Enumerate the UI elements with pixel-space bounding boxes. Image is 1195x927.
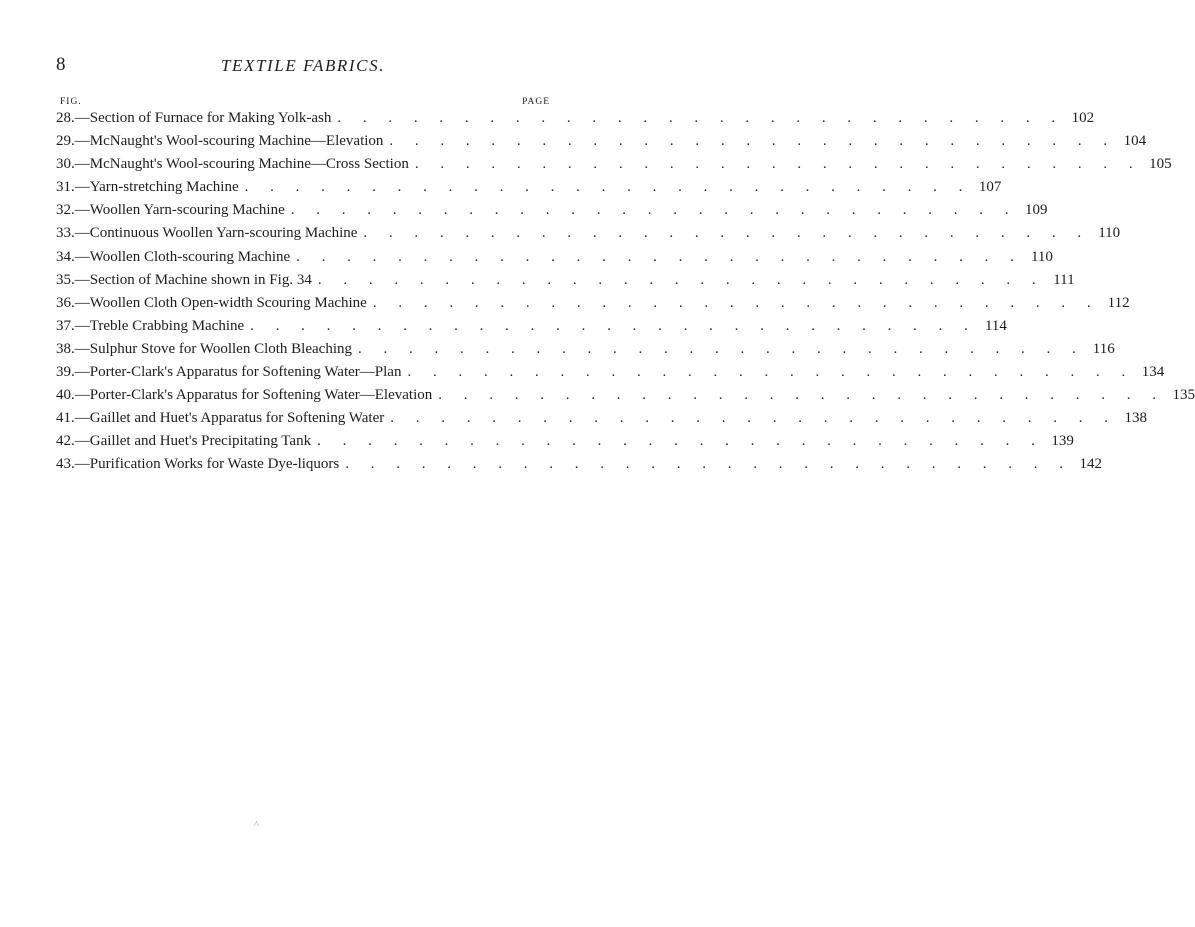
figure-separator: .— — [71, 248, 90, 265]
page-reference: 114 — [984, 317, 1007, 334]
page-reference: 110 — [1030, 248, 1053, 265]
list-item — [56, 246, 1053, 269]
figure-title: Porter-Clark's Apparatus for Softening Water—Elevation — [89, 387, 433, 404]
figure-number: 34 — [56, 248, 71, 265]
figure-number: 33 — [56, 225, 71, 242]
list-item — [56, 130, 1147, 153]
list-item — [56, 107, 1095, 130]
figure-number: 40 — [56, 387, 71, 404]
figure-title: Treble Crabbing Machine — [89, 317, 245, 334]
dot-leader: . . . . . . . . . . . . . . . . . . . . . . . . . . . . . — [363, 225, 1091, 242]
figure-separator: .— — [71, 110, 90, 126]
figure-separator: .— — [71, 364, 90, 381]
figure-separator: .— — [71, 179, 90, 196]
page-reference: 104 — [1123, 133, 1147, 150]
dot-leader: . . . . . . . . . . . . . . . . . . . . . . . . . . . . . — [407, 364, 1135, 381]
dot-leader: . . . . . . . . . . . . . . . . . . . . . . . . . . . . . — [290, 202, 1018, 219]
figure-separator: .— — [71, 456, 90, 473]
figure-number: 36 — [56, 294, 71, 311]
list-item — [56, 384, 1195, 407]
figure-title: Section of Furnace for Making Yolk-ash — [89, 110, 332, 126]
list-of-illustrations — [56, 107, 1195, 477]
list-item — [56, 407, 1147, 430]
list-item — [56, 222, 1121, 245]
page-reference: 142 — [1079, 456, 1102, 473]
list-item — [56, 176, 1002, 199]
page-reference: 110 — [1098, 225, 1121, 242]
dot-leader: . . . . . . . . . . . . . . . . . . . . . . . . . . . . . — [337, 110, 1065, 126]
figure-title: Woollen Cloth-scouring Machine — [89, 248, 291, 265]
list-item — [56, 199, 1048, 222]
page-reference: 135 — [1172, 387, 1195, 404]
page-reference: 111 — [1053, 271, 1075, 288]
figure-separator: .— — [71, 271, 90, 288]
list-item — [56, 269, 1075, 292]
figure-number: 32 — [56, 202, 71, 219]
page-column-heading: PAGE — [522, 97, 550, 107]
list-item — [56, 292, 1130, 315]
dot-leader: . . . . . . . . . . . . . . . . . . . . . . . . . . . . . — [317, 271, 1045, 288]
figure-number: 37 — [56, 317, 71, 334]
dot-leader: . . . . . . . . . . . . . . . . . . . . . . . . . . . . . — [414, 156, 1142, 173]
page-reference: 139 — [1051, 433, 1074, 450]
dot-leader: . . . . . . . . . . . . . . . . . . . . . . . . . . . . . — [389, 133, 1117, 150]
page-reference: 105 — [1149, 156, 1172, 173]
dot-leader: . . . . . . . . . . . . . . . . . . . . . . . . . . . . . — [390, 410, 1117, 427]
figure-separator: .— — [71, 225, 90, 242]
dot-leader: . . . . . . . . . . . . . . . . . . . . . . . . . . . . . — [250, 317, 977, 334]
figure-number: 38 — [56, 340, 71, 357]
dot-leader: . . . . . . . . . . . . . . . . . . . . . . . . . . . . . — [372, 294, 1100, 311]
figure-title: Gaillet and Huet's Apparatus for Softening Water — [89, 410, 385, 427]
page-reference: 112 — [1107, 294, 1130, 311]
figure-number: 42 — [56, 433, 71, 450]
list-item — [56, 453, 1102, 476]
page-reference: 109 — [1025, 202, 1048, 219]
figure-separator: .— — [71, 340, 90, 357]
figure-number: 43 — [56, 456, 71, 473]
figure-separator: .— — [71, 294, 90, 311]
figure-number: 41 — [56, 410, 71, 427]
figure-separator: .— — [71, 410, 90, 427]
fig-column-heading: FIG. — [60, 97, 82, 107]
bottom-mark: ^ — [254, 820, 259, 831]
page-number: 8 — [56, 54, 66, 75]
figure-title: Sulphur Stove for Woollen Cloth Bleaching — [89, 340, 352, 357]
dot-leader: . . . . . . . . . . . . . . . . . . . . . . . . . . . . . — [317, 433, 1044, 450]
figure-title: Continuous Woollen Yarn-scouring Machine — [89, 225, 358, 242]
dot-leader: . . . . . . . . . . . . . . . . . . . . . . . . . . . . . — [438, 387, 1166, 404]
figure-title: Purification Works for Waste Dye-liquors — [89, 456, 340, 473]
figure-title: McNaught's Wool-scouring Machine—Cross Section — [89, 156, 409, 173]
page-reference: 107 — [978, 179, 1002, 196]
figure-title: Woollen Cloth Open-width Scouring Machine — [89, 294, 367, 311]
running-title: TEXTILE FABRICS. — [220, 56, 386, 75]
figure-number: 35 — [56, 271, 71, 288]
list-item — [56, 338, 1115, 361]
page-reference: 102 — [1071, 110, 1095, 126]
list-item — [56, 361, 1165, 384]
list-item — [56, 315, 1007, 338]
dot-leader: . . . . . . . . . . . . . . . . . . . . . . . . . . . . . — [244, 179, 972, 196]
figure-number: 39 — [56, 364, 71, 381]
figure-number: 29 — [56, 133, 71, 150]
figure-number: 28 — [56, 110, 71, 126]
page-reference: 116 — [1092, 340, 1115, 357]
figure-title: McNaught's Wool-scouring Machine—Elevation — [89, 133, 384, 150]
dot-leader: . . . . . . . . . . . . . . . . . . . . . . . . . . . . . — [296, 248, 1023, 265]
figure-separator: .— — [71, 387, 90, 404]
dot-leader: . . . . . . . . . . . . . . . . . . . . . . . . . . . . . — [358, 340, 1085, 357]
figure-separator: .— — [71, 133, 90, 150]
running-head — [56, 54, 550, 78]
page-reference: 134 — [1141, 364, 1165, 381]
list-item — [56, 430, 1074, 453]
figure-separator: .— — [71, 156, 90, 173]
figure-title: Yarn-stretching Machine — [89, 179, 239, 196]
figure-separator: .— — [71, 202, 90, 219]
page-reference: 138 — [1124, 410, 1147, 427]
figure-title: Gaillet and Huet's Precipitating Tank — [89, 433, 312, 450]
dot-leader: . . . . . . . . . . . . . . . . . . . . . . . . . . . . . — [345, 456, 1072, 473]
figure-separator: .— — [71, 317, 90, 334]
figure-separator: .— — [71, 433, 90, 450]
figure-number: 30 — [56, 156, 71, 173]
figure-title: Section of Machine shown in Fig. 34 — [89, 271, 312, 288]
figure-title: Woollen Yarn-scouring Machine — [89, 202, 285, 219]
figure-number: 31 — [56, 179, 71, 196]
figure-title: Porter-Clark's Apparatus for Softening Water—Plan — [89, 364, 402, 381]
list-item — [56, 153, 1172, 176]
